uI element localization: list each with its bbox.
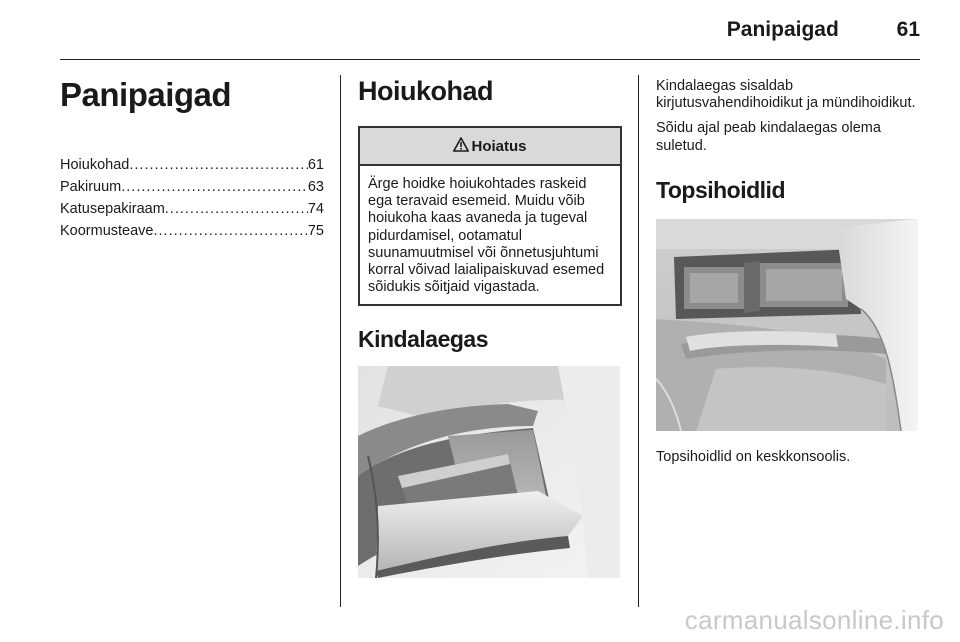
glovebox-closed-text: Sõidu ajal peab kindalaegas olema suletud. (656, 120, 881, 154)
glovebox-contents-text: Kindalaegas sisaldab kirjutusvahendihoidikut ja mündihoidikut. (656, 78, 916, 112)
toc-entry-page: 75 (307, 223, 324, 239)
toc-entry-label: Pakiruum (60, 179, 122, 195)
column-divider-right (638, 75, 639, 607)
toc-entry[interactable] (60, 154, 324, 176)
running-head (727, 18, 920, 42)
toc-entry[interactable] (60, 220, 324, 242)
column-divider-left (340, 75, 341, 607)
glovebox-photo (358, 366, 620, 578)
column-right (656, 70, 920, 466)
chapter-title: Panipaigad (60, 76, 232, 113)
toc-leader-dots (165, 198, 308, 220)
cupholders-caption: Topsihoidlid on keskkonsoolis. (656, 448, 851, 465)
toc-leader-dots (129, 154, 308, 176)
glovebox-title: Kindalaegas (358, 326, 488, 353)
toc-entry-page: 63 (307, 179, 324, 195)
column-left (60, 70, 324, 242)
toc-entry-page: 74 (307, 201, 324, 217)
toc-entry-label: Katusepakiraam (60, 201, 165, 217)
section-title: Hoiukohad (358, 76, 493, 106)
toc-entry[interactable] (60, 176, 324, 198)
warning-text: Ärge hoidke hoiukohtades raskeid ega teravaid esemeid. Muidu võib hoiukoha kaas avaneda ja tugeval pidurdamisel, ootamatul suunamuutmisel või õnnetusjuhtumi korral võivad laialipaiskuvad esemed sõidukis sõitjaid vigastada. (368, 176, 605, 296)
running-head-title: Panipaigad (726, 18, 839, 41)
toc-leader-dots (121, 176, 308, 198)
toc-entry[interactable] (60, 198, 324, 220)
column-middle (358, 70, 622, 578)
cupholders-photo (656, 219, 918, 431)
warning-box (358, 126, 622, 306)
toc-entry-label: Hoiukohad (60, 157, 130, 173)
warning-title: Hoiatus (471, 137, 527, 155)
header-rule (60, 59, 920, 60)
watermark: carmanualsonline.info (684, 605, 944, 635)
table-of-contents (60, 154, 324, 242)
cupholders-title: Topsihoidlid (656, 176, 785, 203)
toc-leader-dots (154, 220, 308, 242)
warning-triangle-icon (453, 137, 469, 156)
page-number: 61 (896, 18, 920, 41)
toc-entry-page: 61 (307, 157, 324, 173)
toc-entry-label: Koormusteave (60, 223, 154, 239)
warning-header (360, 128, 620, 166)
